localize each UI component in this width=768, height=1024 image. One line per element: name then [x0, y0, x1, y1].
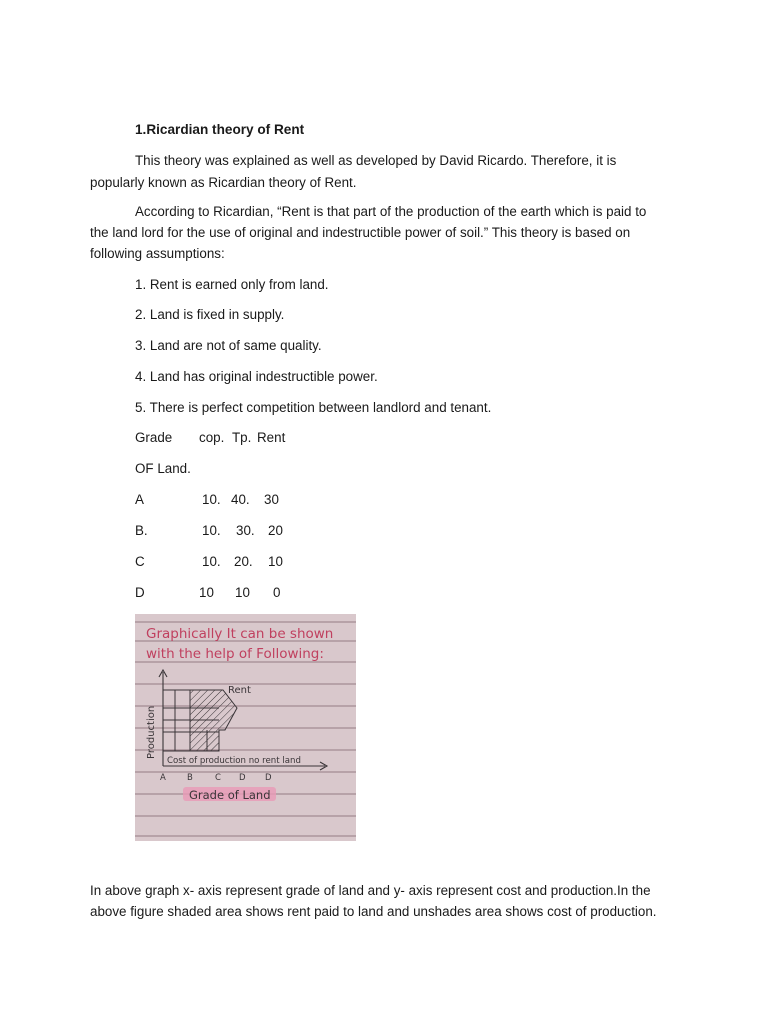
x-tick: D [239, 773, 246, 783]
conclusion-line-2: above figure shaded area shows rent paid to land and unshades area shows cost of production. [90, 904, 657, 919]
table-cell-tp: 30. [236, 523, 255, 538]
table-header-tp: Tp. [232, 430, 252, 445]
table-header-cop: cop. [199, 430, 225, 445]
conclusion-line-1: In above graph x- axis represent grade of land and y- axis represent cost and production.In the [90, 883, 651, 898]
assumption-item: 5. There is perfect competition between landlord and tenant. [135, 400, 492, 415]
assumption-item: 4. Land has original indestructible power. [135, 369, 378, 384]
x-tick: C [215, 773, 221, 783]
table-header-rent: Rent [257, 430, 286, 445]
table-header-grade: Grade [135, 430, 173, 445]
assumption-item: 3. Land are not of same quality. [135, 338, 322, 353]
table-cell-rent: 10 [268, 554, 283, 569]
intro-line-2: popularly known as Ricardian theory of Rent. [90, 175, 357, 190]
table-cell-cop: 10. [202, 554, 221, 569]
assumption-item: 1. Rent is earned only from land. [135, 277, 329, 292]
rent-label: Rent [228, 685, 251, 696]
table-cell-rent: 0 [273, 585, 281, 600]
definition-line-2: the land lord for the use of original and indestructible power of soil.” This theory is based on [90, 225, 631, 240]
table-cell-cop: 10. [202, 523, 221, 538]
photo-heading-line-1: Graphically It can be shown [146, 626, 334, 642]
table-cell-grade: A [135, 492, 144, 507]
x-tick: D [265, 773, 272, 783]
table-cell-rent: 20 [268, 523, 283, 538]
definition-line-1: According to Ricardian, “Rent is that part of the production of the earth which is paid to [135, 204, 647, 219]
x-axis-title: Grade of Land [189, 788, 271, 802]
section-title: 1.Ricardian theory of Rent [135, 122, 305, 137]
table-subheader: OF Land. [135, 461, 191, 476]
x-tick: A [160, 773, 166, 783]
table-cell-cop: 10. [202, 492, 221, 507]
table-cell-grade: B. [135, 523, 148, 538]
handwritten-graph-photo [135, 614, 356, 841]
table-cell-grade: C [135, 554, 145, 569]
table-cell-tp: 10 [235, 585, 250, 600]
table-cell-cop: 10 [199, 585, 214, 600]
cost-of-production-label: Cost of production no rent land [167, 756, 301, 766]
photo-heading-line-2: with the help of Following: [146, 646, 324, 662]
intro-line-1: This theory was explained as well as developed by David Ricardo. Therefore, it is [135, 153, 617, 168]
y-axis-label: Production [146, 705, 157, 759]
table-cell-tp: 40. [231, 492, 250, 507]
table-cell-grade: D [135, 585, 145, 600]
table-cell-tp: 20. [234, 554, 253, 569]
table-cell-rent: 30 [264, 492, 279, 507]
definition-line-3: following assumptions: [90, 246, 225, 261]
x-tick: B [187, 773, 193, 783]
assumption-item: 2. Land is fixed in supply. [135, 307, 285, 322]
